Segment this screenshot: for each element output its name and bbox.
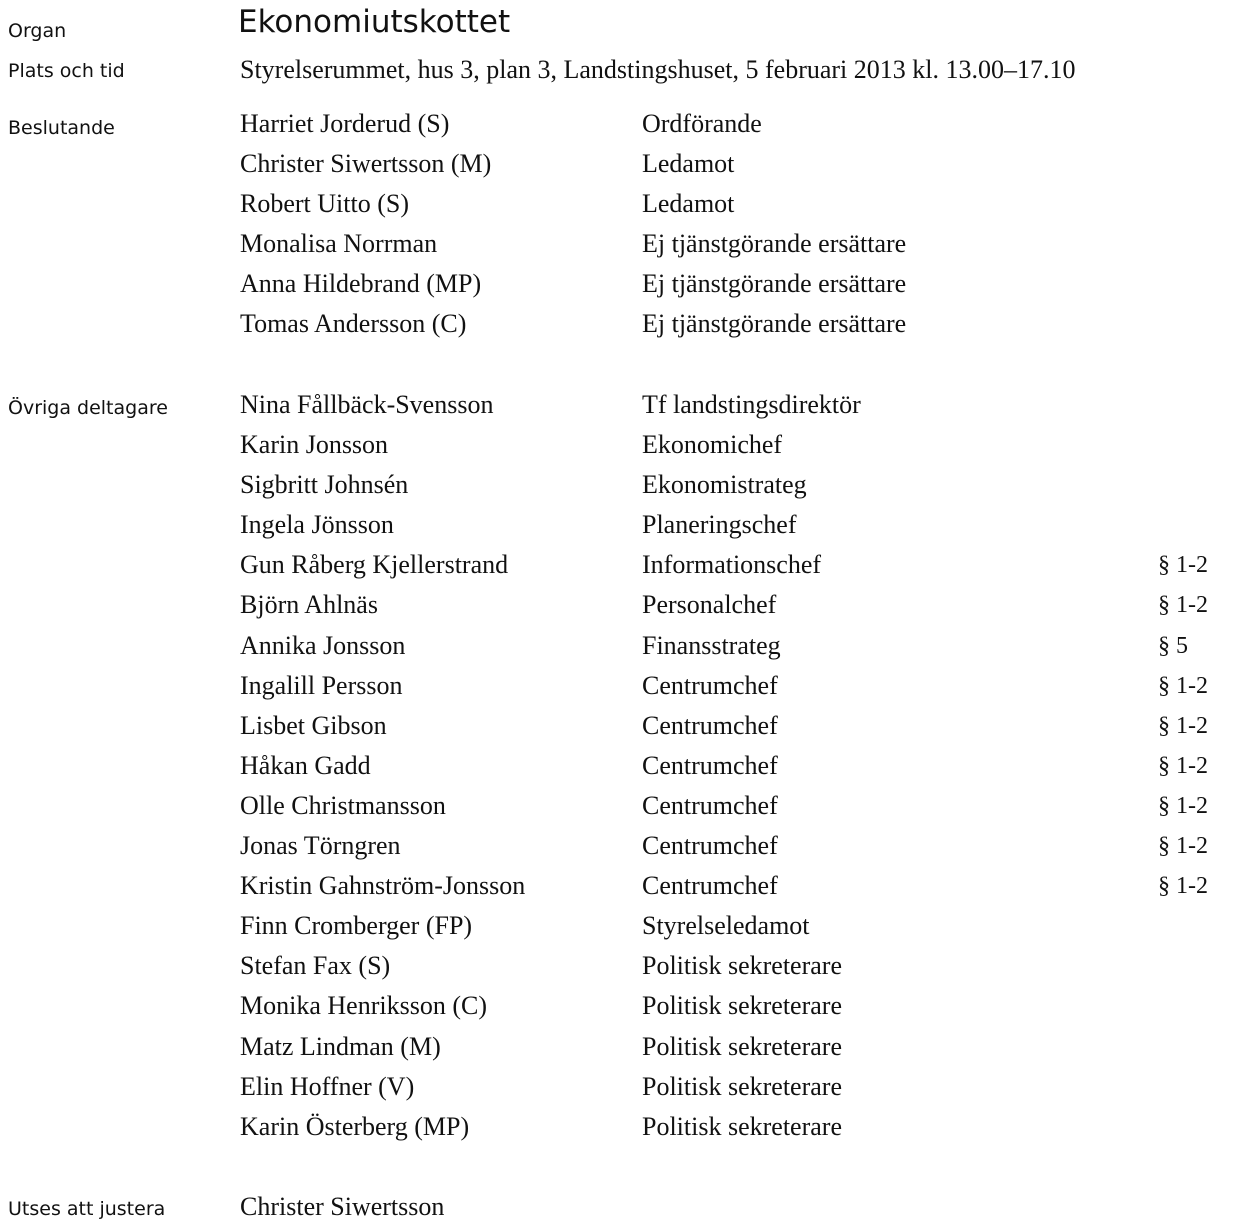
participant-name: Christer Siwertsson (M) <box>240 149 492 179</box>
list-item <box>0 505 1250 545</box>
participant-name: Gun Råberg Kjellerstrand <box>240 550 509 580</box>
participant-role: Ekonomichef <box>642 430 783 460</box>
participant-name: Björn Ahlnäs <box>240 590 378 620</box>
list-item <box>0 1067 1250 1107</box>
label-beslutande: Beslutande <box>8 117 115 139</box>
participant-role: Finansstrateg <box>642 630 781 660</box>
paragraph-ref: § 1-2 <box>1158 833 1208 860</box>
participant-role: Ledamot <box>642 189 735 219</box>
participant-name: Robert Uitto (S) <box>240 189 409 219</box>
participant-name: Elin Hoffner (V) <box>240 1071 415 1101</box>
participant-name: Nina Fållbäck-Svensson <box>240 390 494 419</box>
paragraph-ref: § 1-2 <box>1158 592 1208 619</box>
organ-title: Ekonomiutskottet <box>238 4 511 40</box>
beslutande-list <box>0 104 1250 345</box>
participant-role: Centrumchef <box>642 710 778 740</box>
participant-name: Monalisa Norrman <box>240 229 438 259</box>
list-item <box>0 826 1250 866</box>
participant-name: Harriet Jorderud (S) <box>240 109 450 138</box>
list-item <box>0 465 1250 505</box>
list-item <box>0 184 1250 224</box>
participant-name: Stefan Fax (S) <box>240 951 391 981</box>
list-item <box>0 946 1250 986</box>
participant-name: Monika Henriksson (C) <box>240 991 487 1021</box>
list-item <box>0 906 1250 946</box>
participant-name: Finn Cromberger (FP) <box>240 911 473 941</box>
participant-role: Centrumchef <box>642 750 778 780</box>
participant-role: Personalchef <box>642 590 777 620</box>
participant-role: Ej tjänstgörande ersättare <box>642 309 907 339</box>
participant-name: Jonas Törngren <box>240 831 401 861</box>
participant-role: Styrelseledamot <box>642 911 810 941</box>
list-item <box>0 1107 1250 1147</box>
participant-name: Kristin Gahnström-Jonsson <box>240 871 526 901</box>
list-item <box>0 304 1250 344</box>
participant-name: Karin Österberg (MP) <box>240 1111 470 1141</box>
participant-name: Karin Jonsson <box>240 430 389 460</box>
list-item <box>0 585 1250 625</box>
participant-role: Ej tjänstgörande ersättare <box>642 269 907 299</box>
participant-role: Ej tjänstgörande ersättare <box>642 229 907 259</box>
participant-name: Sigbritt Johnsén <box>240 470 409 500</box>
participant-role: Politisk sekreterare <box>642 991 842 1021</box>
list-item <box>0 425 1250 465</box>
list-item <box>0 224 1250 264</box>
paragraph-ref: § 1-2 <box>1158 672 1208 699</box>
participant-name: Matz Lindman (M) <box>240 1031 441 1061</box>
participant-name: Ingela Jönsson <box>240 510 394 540</box>
paragraph-ref: § 1-2 <box>1158 552 1208 579</box>
ovriga-list <box>0 385 1250 1147</box>
list-item <box>0 385 1250 425</box>
participant-role: Informationschef <box>642 550 822 580</box>
participant-name: Tomas Andersson (C) <box>240 309 467 339</box>
participant-role: Ledamot <box>642 149 735 179</box>
list-item <box>0 144 1250 184</box>
list-item <box>0 986 1250 1026</box>
paragraph-ref: § 1-2 <box>1158 712 1208 739</box>
paragraph-ref: § 1-2 <box>1158 752 1208 779</box>
paragraph-ref: § 1-2 <box>1158 792 1208 819</box>
list-item <box>0 866 1250 906</box>
participant-name: Lisbet Gibson <box>240 710 387 740</box>
paragraph-ref: § 1-2 <box>1158 873 1208 900</box>
participant-role: Planeringschef <box>642 510 797 540</box>
list-item <box>0 706 1250 746</box>
list-item <box>0 545 1250 585</box>
participant-role: Politisk sekreterare <box>642 1071 842 1101</box>
participant-name: Håkan Gadd <box>240 750 371 780</box>
list-item <box>0 786 1250 826</box>
list-item <box>0 746 1250 786</box>
participant-name: Anna Hildebrand (MP) <box>240 269 482 299</box>
participant-role: Ekonomistrateg <box>642 470 807 500</box>
participant-role: Centrumchef <box>642 831 778 861</box>
label-organ: Organ <box>8 20 67 42</box>
list-item <box>0 1027 1250 1067</box>
label-utses-att-justera: Utses att justera <box>8 1198 166 1220</box>
paragraph-ref: § 5 <box>1158 632 1188 659</box>
participant-role: Centrumchef <box>642 790 778 820</box>
participant-role: Tf landstingsdirektör <box>642 390 861 419</box>
participant-role: Politisk sekreterare <box>642 1031 842 1061</box>
label-ovriga-deltagare: Övriga deltagare <box>8 397 168 419</box>
participant-role: Centrumchef <box>642 871 778 901</box>
list-item <box>0 104 1250 144</box>
list-item <box>0 264 1250 304</box>
justerare-name: Christer Siwertsson <box>240 1192 445 1221</box>
participant-role: Centrumchef <box>642 670 778 700</box>
participant-role: Politisk sekreterare <box>642 951 842 981</box>
list-item <box>0 666 1250 706</box>
list-item <box>0 626 1250 666</box>
participant-name: Annika Jonsson <box>240 630 406 660</box>
plats-och-tid-value: Styrelserummet, hus 3, plan 3, Landstingshuset, 5 februari 2013 kl. 13.00–17.10 <box>240 55 1076 84</box>
participant-name: Ingalill Persson <box>240 670 403 700</box>
participant-role: Ordförande <box>642 109 762 138</box>
participant-role: Politisk sekreterare <box>642 1111 842 1141</box>
label-plats-och-tid: Plats och tid <box>8 60 125 82</box>
participant-name: Olle Christmansson <box>240 790 446 820</box>
